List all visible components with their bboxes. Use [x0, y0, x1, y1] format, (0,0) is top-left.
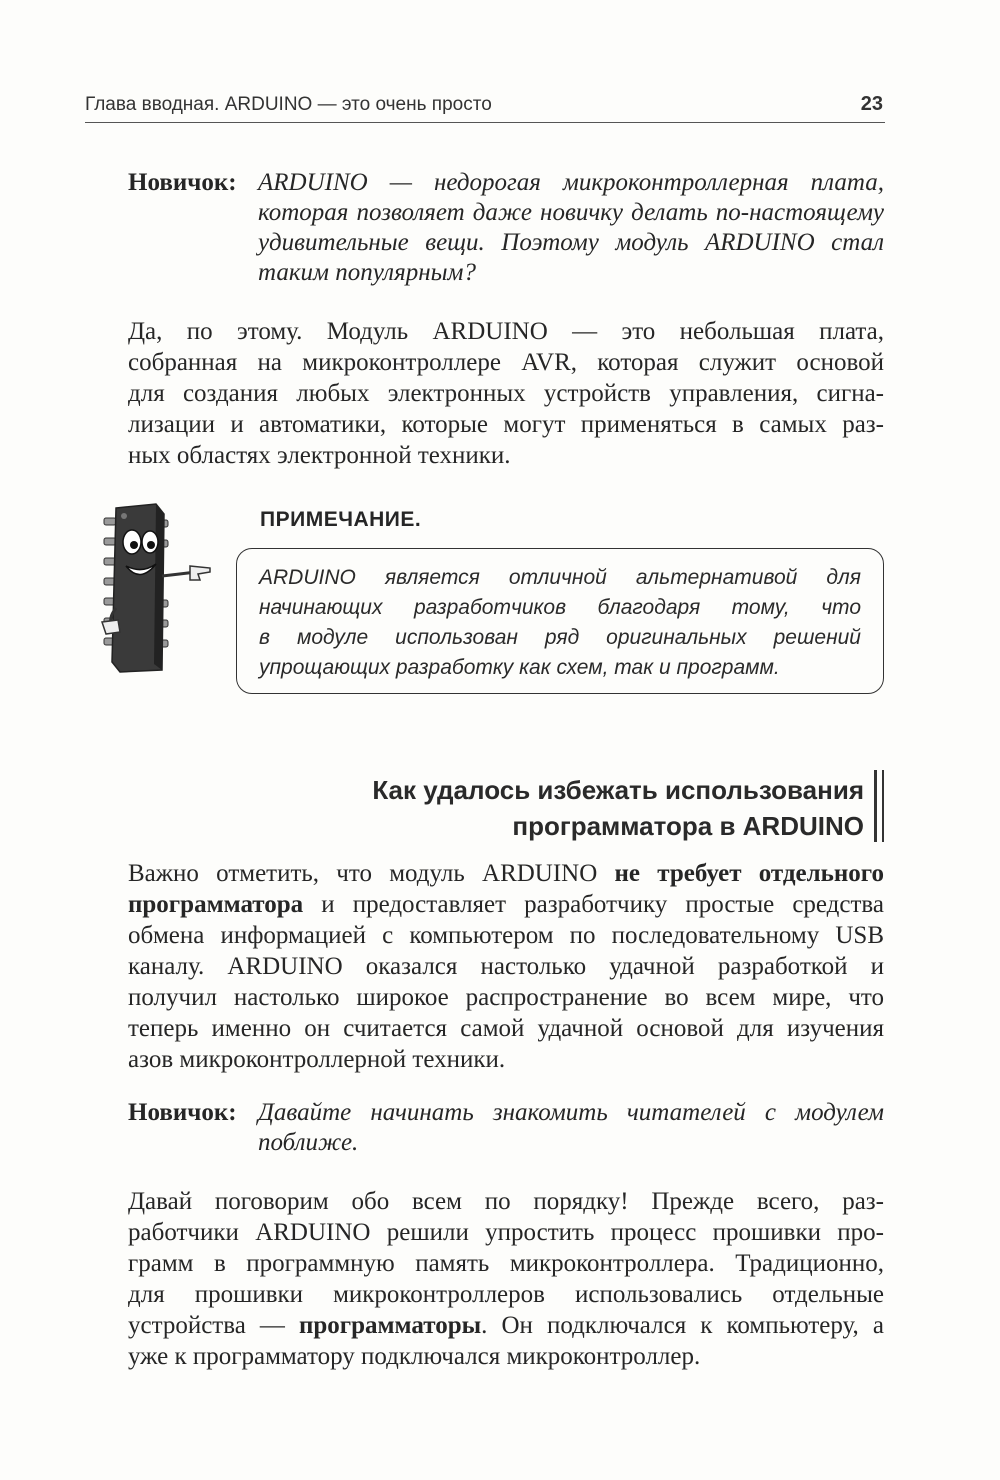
- paragraph-3: [128, 1186, 884, 1372]
- paragraph-line: теперь именно он считается самой удачной основой для изучения: [128, 1015, 884, 1042]
- paragraph-line: ных областях электронной техники.: [128, 442, 511, 469]
- microchip-mascot-illustration: [98, 500, 218, 676]
- note-title: ПРИМЕЧАНИЕ.: [260, 508, 422, 531]
- text-run: . Он подключался к компьютеру, а: [481, 1312, 884, 1339]
- paragraph-line: азов микроконтроллерной техники.: [128, 1046, 506, 1073]
- note-line: начинающих разработчиков благодаря тому, что: [259, 596, 861, 619]
- paragraph-line: лизации и автоматики, которые могут применяться в самых раз-: [128, 411, 884, 438]
- note-line: ARDUINO является отличной альтернативой для: [259, 566, 861, 589]
- paragraph-line: для создания любых электронных устройств управления, сигна-: [128, 380, 884, 407]
- chapter-title: Глава вводная. ARDUINO — это очень просто: [85, 94, 492, 115]
- page-number: 23: [860, 93, 883, 115]
- paragraph-line: собранная на микроконтроллере AVR, которая служит основой: [128, 349, 884, 376]
- dialogue-text: Давайте начинать знакомить читателей с модулем поближе.: [258, 1099, 884, 1156]
- paragraph-2: [128, 858, 884, 1075]
- text-run: устройства —: [128, 1312, 299, 1339]
- paragraph-line: [128, 889, 884, 920]
- text-run: и предоставляет разработчику простые средства: [303, 891, 884, 918]
- dialogue-speaker: Новичок:: [128, 1099, 237, 1126]
- section-heading: [372, 772, 864, 844]
- section-heading-bar: [882, 770, 884, 842]
- running-header: [85, 94, 885, 123]
- paragraph-line: [128, 1310, 884, 1341]
- paragraph-line: [128, 858, 884, 889]
- bold-text-run: программаторы: [298, 1312, 482, 1339]
- section-heading-line-1: Как удалось избежать использования: [372, 775, 864, 805]
- paragraph-line: работчики ARDUINO решили упростить процесс прошивки про-: [128, 1219, 884, 1246]
- text-run: Важно отметить, что модуль ARDUINO: [128, 860, 615, 887]
- dialogue-block-1: [128, 168, 884, 288]
- section-heading-bar: [874, 770, 877, 842]
- dialogue-speaker: Новичок:: [128, 169, 237, 196]
- paragraph-line: Да, по этому. Модуль ARDUINO — это небольшая плата,: [128, 318, 884, 345]
- paragraph-line: обмена информацией с компьютером по последовательному USB: [128, 922, 884, 949]
- paragraph-line: Давай поговорим обо всем по порядку! Прежде всего, раз-: [128, 1188, 884, 1215]
- dialogue-text: ARDUINO — недорогая микроконтроллерная плата, которая позволяет даже новичку делать по-настоящему удивительные вещи. Поэтому модуль ARDUINO стал таким популярным?: [258, 169, 884, 286]
- note-text: [259, 563, 861, 683]
- paragraph-line: каналу. ARDUINO оказался настолько удачной разработкой и: [128, 953, 884, 980]
- note-box: [236, 548, 884, 694]
- note-line: в модуле использован ряд оригинальных решений: [259, 626, 861, 649]
- paragraph-line: уже к программатору подключался микроконтроллер.: [128, 1343, 701, 1370]
- paragraph-line: для прошивки микроконтроллеров использовались отдельные: [128, 1281, 884, 1308]
- bold-text-run: не требует отдельного: [614, 860, 884, 887]
- note-line: упрощающих разработку как схем, так и программ.: [259, 656, 780, 679]
- paragraph-1: [128, 316, 884, 471]
- dialogue-block-2: [128, 1098, 884, 1158]
- paragraph-line: грамм в программную память микроконтроллера. Традиционно,: [128, 1250, 884, 1277]
- bold-text-run: программатора: [128, 891, 304, 918]
- paragraph-line: получил настолько широкое распространение во всем мире, что: [128, 984, 884, 1011]
- section-heading-line-2: программатора в ARDUINO: [512, 811, 864, 841]
